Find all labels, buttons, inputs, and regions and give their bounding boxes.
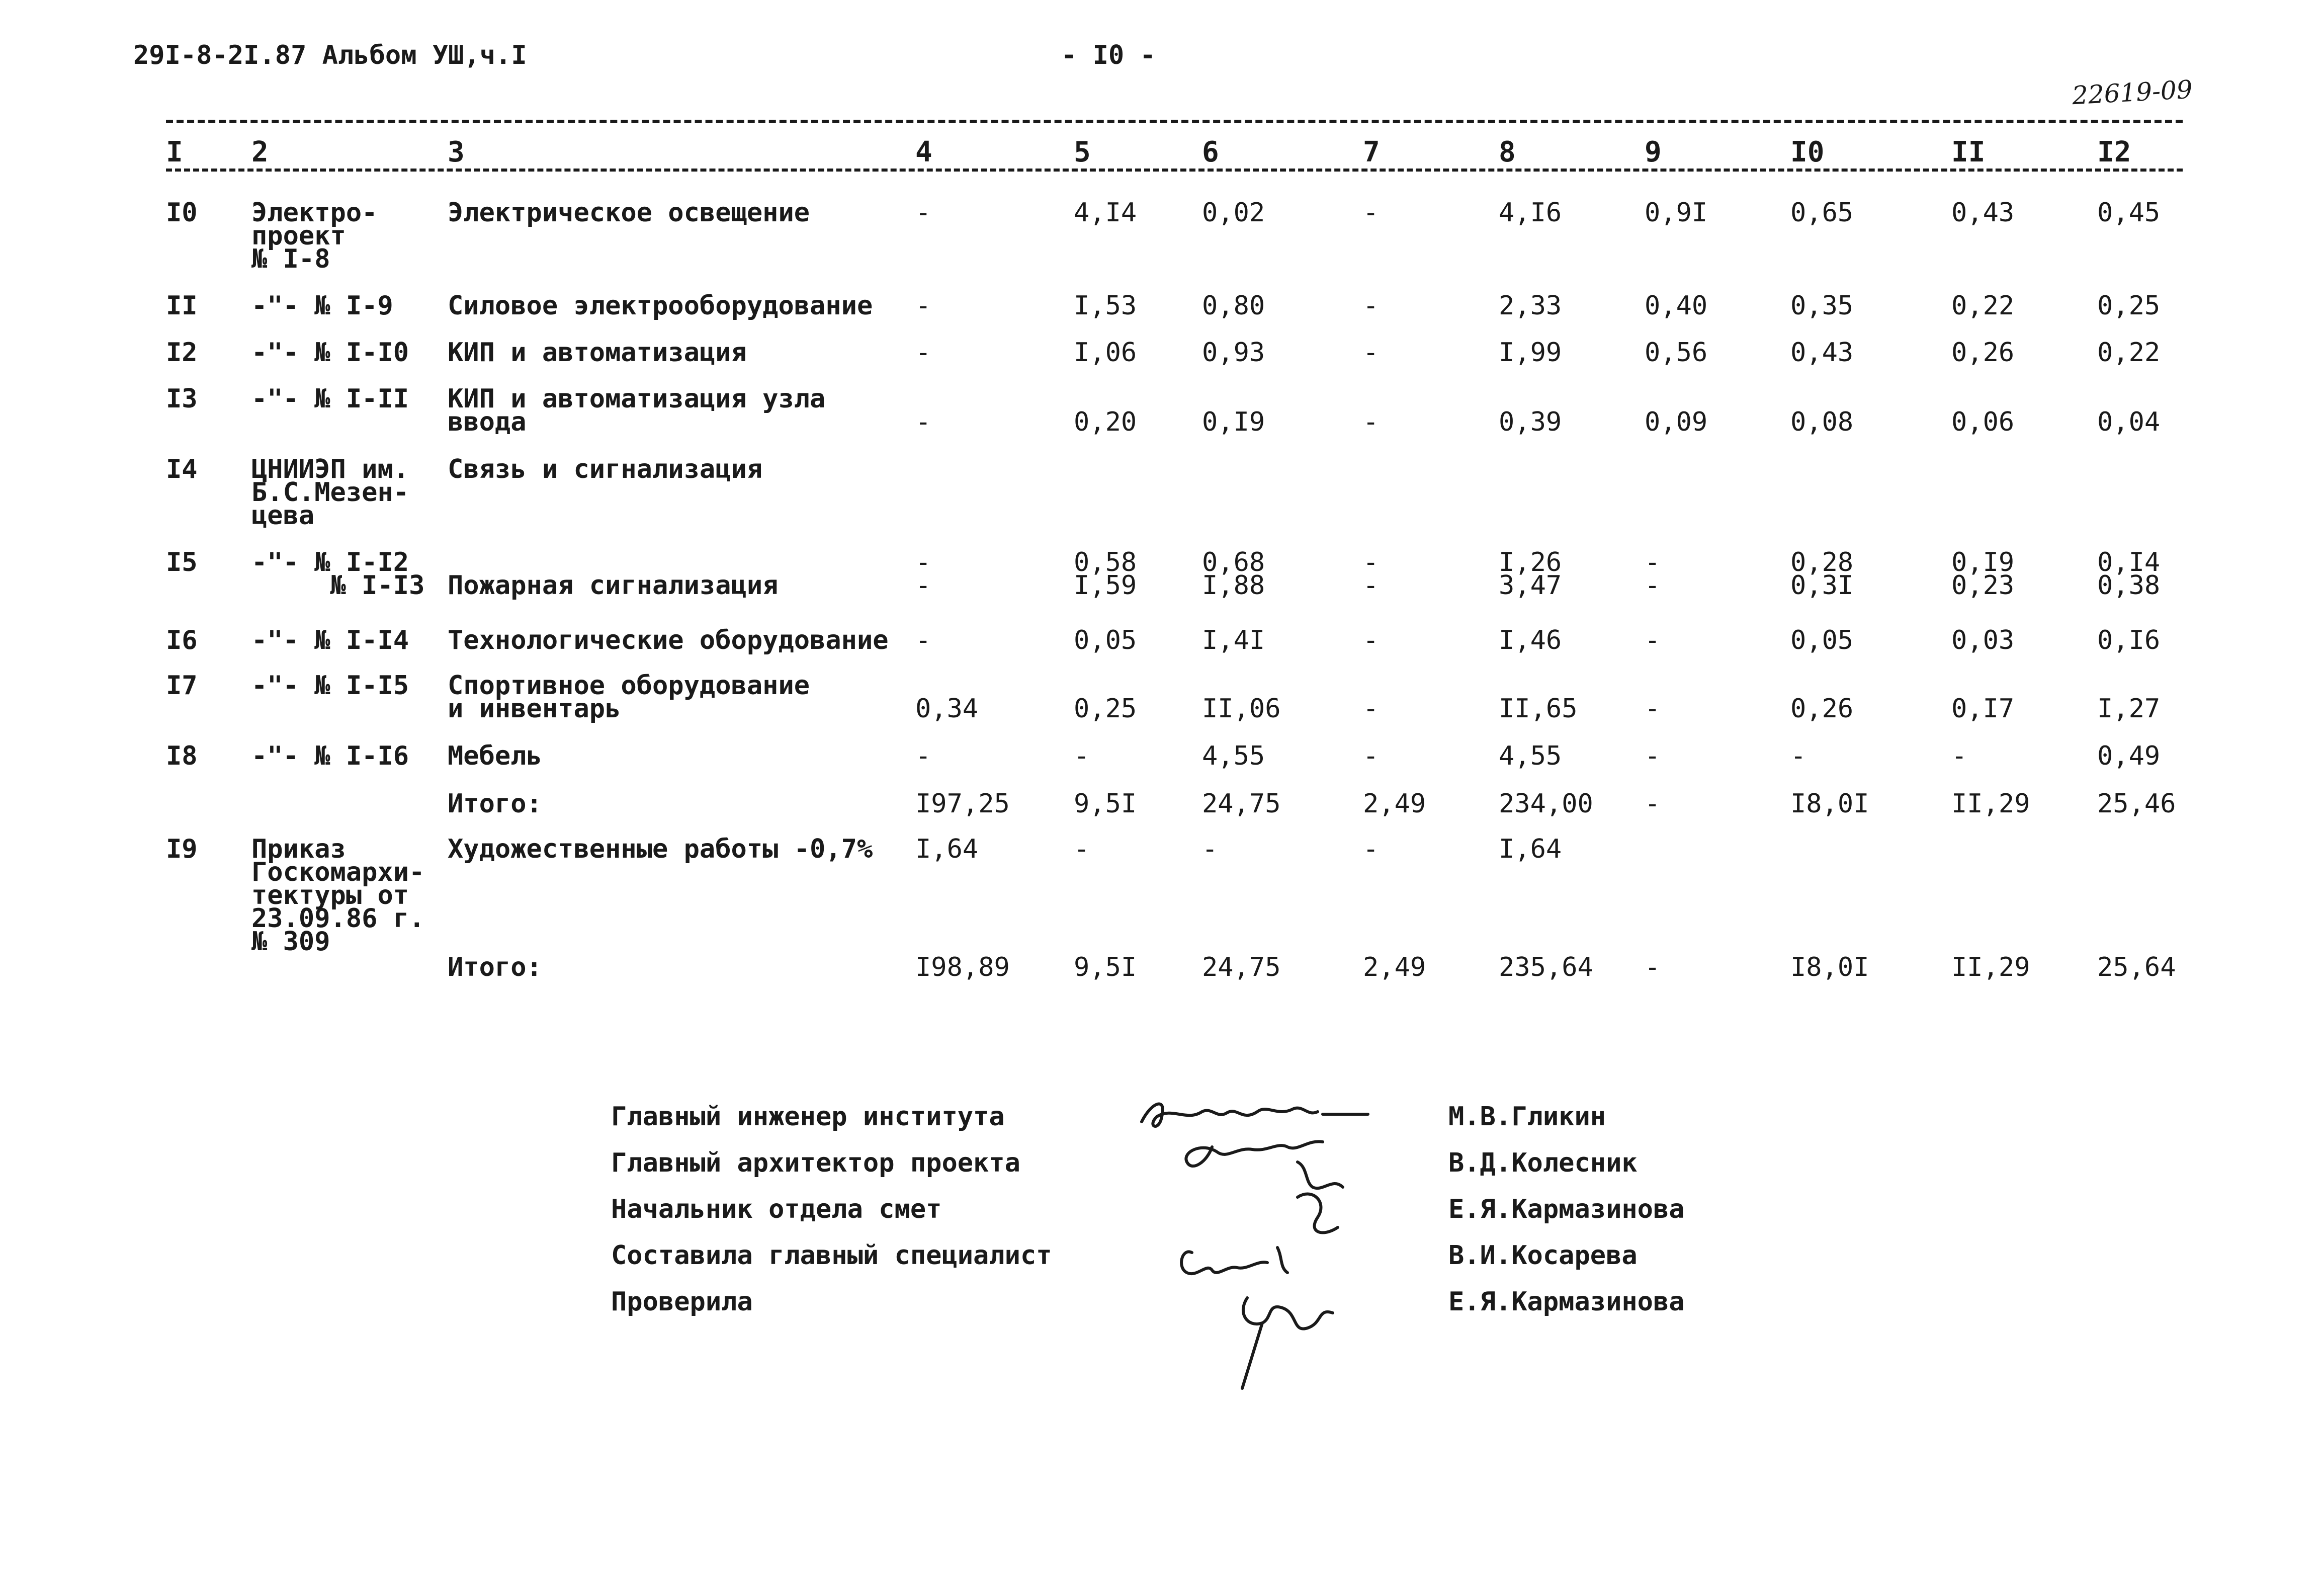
table-cell-name: Мебель bbox=[448, 741, 542, 771]
table-cell-c10: 0,26 bbox=[1790, 694, 1854, 724]
table-cell-c9: - bbox=[1645, 625, 1661, 655]
table-cell-name: Технологические оборудование bbox=[448, 625, 889, 655]
table-cell-c4: - bbox=[915, 407, 931, 437]
table-cell-c8: 235,64 bbox=[1499, 952, 1593, 982]
table-cell-c9: 0,56 bbox=[1645, 338, 1708, 368]
table-cell-c7: 2,49 bbox=[1363, 952, 1426, 982]
table-cell-name: Итого: bbox=[448, 789, 542, 819]
signatory-role: Проверила bbox=[611, 1287, 753, 1317]
table-cell-src: -"- № I-I4 bbox=[251, 625, 409, 655]
table-cell-c7: - bbox=[1363, 741, 1379, 771]
table-cell-c5: - bbox=[1074, 834, 1090, 864]
table-cell-c9: - - bbox=[1645, 547, 1661, 601]
table-cell-c12: 0,04 bbox=[2097, 407, 2161, 437]
table-cell-n: I6 bbox=[166, 625, 198, 655]
table-cell-c4: I98,89 bbox=[915, 952, 1010, 982]
table-cell-name: Электрическое освещение bbox=[448, 198, 810, 228]
table-cell-c6: 0,68 I,88 bbox=[1202, 547, 1265, 601]
table-cell-c11: 0,I9 0,23 bbox=[1951, 547, 2015, 601]
signatory-role: Главный инженер института bbox=[611, 1102, 1005, 1132]
table-cell-c11: 0,22 bbox=[1951, 291, 2015, 321]
table-cell-n: II bbox=[166, 291, 198, 321]
top-dashed-rule bbox=[166, 120, 2183, 123]
table-cell-c10: 0,65 bbox=[1790, 198, 1854, 228]
table-cell-c12: 0,45 bbox=[2097, 198, 2161, 228]
column-number-6: 6 bbox=[1202, 136, 1219, 169]
table-cell-c12: 0,I4 0,38 bbox=[2097, 547, 2161, 601]
table-cell-n: I2 bbox=[166, 338, 198, 368]
table-cell-c6: 0,93 bbox=[1202, 338, 1265, 368]
table-cell-c5: 0,58 I,59 bbox=[1074, 547, 1137, 601]
table-cell-c7: - bbox=[1363, 625, 1379, 655]
table-cell-c12: 0,22 bbox=[2097, 338, 2161, 368]
table-cell-c11: 0,I7 bbox=[1951, 694, 2015, 724]
table-cell-c7: - bbox=[1363, 198, 1379, 228]
table-cell-c12: 0,49 bbox=[2097, 741, 2161, 771]
column-number-10: I0 bbox=[1790, 136, 1825, 169]
table-cell-c5: 9,5I bbox=[1074, 952, 1137, 982]
header-dashed-rule bbox=[166, 169, 2183, 172]
table-cell-c11: 0,03 bbox=[1951, 625, 2015, 655]
table-cell-c12: 0,I6 bbox=[2097, 625, 2161, 655]
table-cell-c6: I,4I bbox=[1202, 625, 1265, 655]
column-number-7: 7 bbox=[1363, 136, 1380, 169]
table-cell-c7: - bbox=[1363, 338, 1379, 368]
table-cell-c6: 0,02 bbox=[1202, 198, 1265, 228]
table-cell-n: I5 bbox=[166, 547, 198, 577]
column-number-1: I bbox=[166, 136, 183, 169]
table-cell-c4: 0,34 bbox=[915, 694, 979, 724]
table-cell-c5: 0,05 bbox=[1074, 625, 1137, 655]
table-cell-c8: I,64 bbox=[1499, 834, 1562, 864]
table-cell-c8: 4,I6 bbox=[1499, 198, 1562, 228]
table-cell-c10: 0,05 bbox=[1790, 625, 1854, 655]
table-cell-c6: 0,80 bbox=[1202, 291, 1265, 321]
table-cell-name: Силовое электрооборудование bbox=[448, 291, 873, 321]
table-cell-c11: II,29 bbox=[1951, 789, 2030, 819]
table-cell-c7: - bbox=[1363, 407, 1379, 437]
column-number-2: 2 bbox=[251, 136, 269, 169]
table-cell-c11: 0,26 bbox=[1951, 338, 2015, 368]
table-cell-c10: 0,08 bbox=[1790, 407, 1854, 437]
table-cell-c7: - bbox=[1363, 834, 1379, 864]
table-cell-c9: 0,09 bbox=[1645, 407, 1708, 437]
table-cell-c12: 25,64 bbox=[2097, 952, 2176, 982]
table-cell-c11: II,29 bbox=[1951, 952, 2030, 982]
table-cell-c5: 9,5I bbox=[1074, 789, 1137, 819]
table-cell-n: I3 bbox=[166, 384, 198, 414]
signatory-name: М.В.Гликин bbox=[1448, 1102, 1606, 1132]
table-cell-c9: - bbox=[1645, 694, 1661, 724]
table-cell-c4: - bbox=[915, 741, 931, 771]
table-cell-n: I0 bbox=[166, 198, 198, 228]
table-cell-c10: I8,0I bbox=[1790, 789, 1869, 819]
column-number-3: 3 bbox=[448, 136, 465, 169]
table-cell-n: I9 bbox=[166, 834, 198, 864]
table-cell-c9: 0,9I bbox=[1645, 198, 1708, 228]
table-cell-c9: - bbox=[1645, 789, 1661, 819]
column-number-9: 9 bbox=[1645, 136, 1662, 169]
table-cell-c4: I97,25 bbox=[915, 789, 1010, 819]
table-cell-c6: 4,55 bbox=[1202, 741, 1265, 771]
table-cell-c9: 0,40 bbox=[1645, 291, 1708, 321]
table-cell-name: Связь и сигнализация bbox=[448, 454, 763, 484]
signatory-role: Главный архитектор проекта bbox=[611, 1148, 1020, 1178]
table-cell-n: I7 bbox=[166, 671, 198, 701]
table-cell-c10: I8,0I bbox=[1790, 952, 1869, 982]
table-cell-c4: - bbox=[915, 198, 931, 228]
table-cell-name: КИП и автоматизация узла ввода bbox=[448, 384, 826, 437]
table-cell-c5: I,53 bbox=[1074, 291, 1137, 321]
table-cell-c5: 0,20 bbox=[1074, 407, 1137, 437]
table-cell-c5: 4,I4 bbox=[1074, 198, 1137, 228]
table-cell-c8: I,46 bbox=[1499, 625, 1562, 655]
table-cell-c9: - bbox=[1645, 952, 1661, 982]
signatory-role: Составила главный специалист bbox=[611, 1240, 1052, 1271]
signatory-name: Е.Я.Кармазинова bbox=[1448, 1287, 1685, 1317]
table-cell-c7: 2,49 bbox=[1363, 789, 1426, 819]
table-cell-c6: II,06 bbox=[1202, 694, 1281, 724]
table-cell-c12: I,27 bbox=[2097, 694, 2161, 724]
table-cell-c8: 2,33 bbox=[1499, 291, 1562, 321]
table-cell-c4: I,64 bbox=[915, 834, 979, 864]
document-code: 29I-8-2I.87 Альбом УШ,ч.I bbox=[133, 40, 527, 70]
table-cell-c4: - bbox=[915, 291, 931, 321]
table-cell-c5: - bbox=[1074, 741, 1090, 771]
table-cell-c9: - bbox=[1645, 741, 1661, 771]
table-cell-c4: - bbox=[915, 625, 931, 655]
table-cell-name: Художественные работы -0,7% bbox=[448, 834, 873, 864]
table-cell-src: -"- № I-I6 bbox=[251, 741, 409, 771]
signatory-name: В.Д.Колесник bbox=[1448, 1148, 1638, 1178]
archive-number: 22619-09 bbox=[2071, 74, 2193, 111]
table-cell-c10: 0,28 0,3I bbox=[1790, 547, 1854, 601]
signatory-name: В.И.Косарева bbox=[1448, 1240, 1638, 1271]
table-cell-c4: - - bbox=[915, 547, 931, 601]
table-cell-c12: 25,46 bbox=[2097, 789, 2176, 819]
column-number-5: 5 bbox=[1074, 136, 1091, 169]
table-cell-src: -"- № I-I2 № I-I3 bbox=[251, 547, 425, 601]
table-cell-name: КИП и автоматизация bbox=[448, 338, 747, 368]
table-cell-c8: 4,55 bbox=[1499, 741, 1562, 771]
column-number-8: 8 bbox=[1499, 136, 1516, 169]
column-number-4: 4 bbox=[915, 136, 932, 169]
table-cell-c4: - bbox=[915, 338, 931, 368]
table-cell-c8: 0,39 bbox=[1499, 407, 1562, 437]
column-number-12: I2 bbox=[2097, 136, 2131, 169]
table-cell-c10: 0,43 bbox=[1790, 338, 1854, 368]
table-cell-src: -"- № I-I5 bbox=[251, 671, 409, 701]
table-cell-c5: 0,25 bbox=[1074, 694, 1137, 724]
table-cell-src: -"- № I-I0 bbox=[251, 338, 409, 368]
table-cell-name: Спортивное оборудование и инвентарь bbox=[448, 671, 810, 724]
table-cell-src: ЦНИИЭП им. Б.С.Мезен- цева bbox=[251, 454, 409, 531]
table-cell-name: Пожарная сигнализация bbox=[448, 570, 779, 601]
table-cell-c7: - bbox=[1363, 694, 1379, 724]
table-cell-c8: I,26 3,47 bbox=[1499, 547, 1562, 601]
signatory-role: Начальник отдела смет bbox=[611, 1194, 942, 1224]
table-cell-src: -"- № I-II bbox=[251, 384, 409, 414]
table-cell-c8: II,65 bbox=[1499, 694, 1578, 724]
table-cell-c8: I,99 bbox=[1499, 338, 1562, 368]
table-cell-c10: 0,35 bbox=[1790, 291, 1854, 321]
table-cell-c11: 0,43 bbox=[1951, 198, 2015, 228]
table-cell-src: Электро- проект № I-8 bbox=[251, 198, 378, 274]
table-cell-c12: 0,25 bbox=[2097, 291, 2161, 321]
table-cell-n: I4 bbox=[166, 454, 198, 484]
table-cell-src: Приказ Госкомархи- тектуры от 23.09.86 г. № 309 bbox=[251, 834, 425, 957]
column-number-11: II bbox=[1951, 136, 1986, 169]
table-cell-c11: - bbox=[1951, 741, 1967, 771]
table-cell-c7: - - bbox=[1363, 547, 1379, 601]
table-cell-c6: 24,75 bbox=[1202, 952, 1281, 982]
table-cell-n: I8 bbox=[166, 741, 198, 771]
page-number: - I0 - bbox=[1061, 40, 1156, 70]
table-cell-c7: - bbox=[1363, 291, 1379, 321]
table-cell-c6: - bbox=[1202, 834, 1218, 864]
table-cell-c8: 234,00 bbox=[1499, 789, 1593, 819]
table-cell-c6: 24,75 bbox=[1202, 789, 1281, 819]
table-cell-name: Итого: bbox=[448, 952, 542, 982]
table-cell-c11: 0,06 bbox=[1951, 407, 2015, 437]
table-cell-c5: I,06 bbox=[1074, 338, 1137, 368]
table-cell-c6: 0,I9 bbox=[1202, 407, 1265, 437]
table-cell-src: -"- № I-9 bbox=[251, 291, 393, 321]
table-cell-c10: - bbox=[1790, 741, 1806, 771]
signatory-name: Е.Я.Кармазинова bbox=[1448, 1194, 1685, 1224]
handwritten-signatures bbox=[1132, 1087, 1474, 1398]
